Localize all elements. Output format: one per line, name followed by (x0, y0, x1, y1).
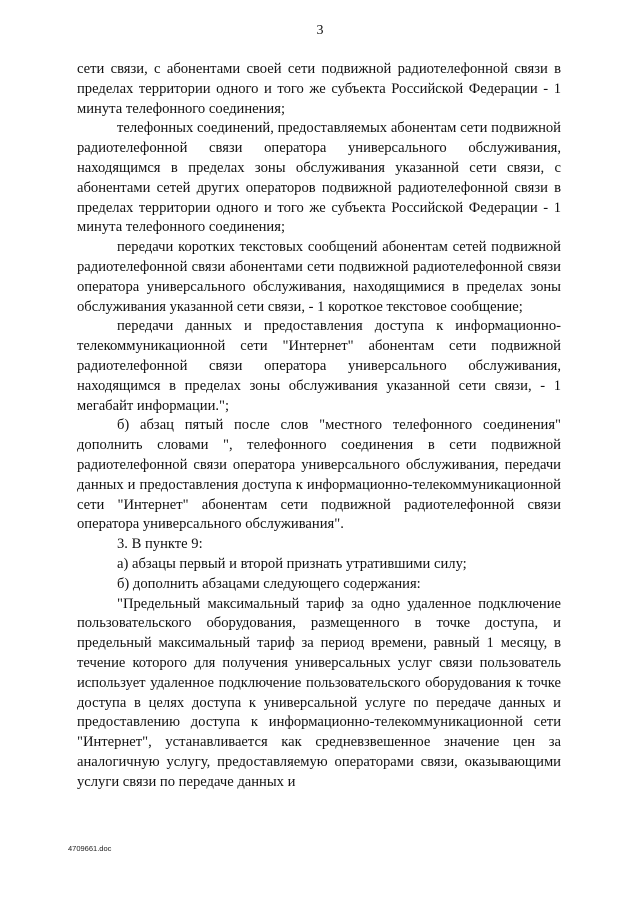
paragraph-mobile-calls-own-network: сети связи, с абонентами своей сети подвижной радиотелефонной связи в пределах территории одного и того же субъекта Российской Федерации - 1 минута телефонного соединения; (77, 61, 561, 117)
paragraph-calls-other-operators: телефонных соединений, предоставляемых абонентам сети подвижной радиотелефонной связи оператора универсального обслуживания, находящимся в пределах зоны обслуживания указанной сети связи, с абонентами сетей других операторов подвижной радиотелефонной связи в пределах территории одного и того же субъекта Российской Федерации - 1 минута телефонного соединения; (77, 120, 561, 236)
paragraph-point-9-heading: 3. В пункте 9: (117, 536, 203, 553)
document-body (77, 60, 561, 792)
page-number: 3 (316, 23, 324, 38)
paragraph-item-b-addition: б) дополнить абзацами следующего содержания: (117, 575, 421, 592)
paragraph-item-b-amendment: б) абзац пятый после слов "местного телефонного соединения" дополнить словами ", телефонного соединения в сети подвижной радиотелефонной связи оператора универсального обслуживания, передачи данных и предоставления доступа к информационно-телекоммуникационной сети "Интернет" абонентам сети подвижной радиотелефонной связи оператора универсального обслуживания". (77, 417, 561, 533)
footer-file-name: 4709661.doc (68, 844, 112, 853)
paragraph-short-text-messages: передачи коротких текстовых сообщений абонентам сетей подвижной радиотелефонной связи абонентами сети подвижной радиотелефонной связи оператора универсального обслуживания, находящимися в пределах зоны обслуживания указанной сети связи, - 1 короткое текстовое сообщение; (77, 239, 561, 315)
paragraph-data-transfer-internet: передачи данных и предоставления доступа к информационно-телекоммуникационной сети "Интернет" абонентам сети подвижной радиотелефонной связи оператора универсального обслуживания, находящимся в пределах зоны обслуживания указанной сети связи, - 1 мегабайт информации."; (77, 318, 561, 414)
paragraph-tariff-definition: "Предельный максимальный тариф за одно удаленное подключение пользовательского оборудования, размещенного в точке доступа, и предельный максимальный тариф за период времени, равный 1 месяцу, в течение которого для получения универсальных услуг связи пользователь использует удаленное подключение пользовательского оборудования к точке доступа в целях доступа к универсальной услуге по передаче данных и предоставлению доступа к информационно-телекоммуникационной сети "Интернет", устанавливается как средневзвешенное значение цен за аналогичную услугу, предоставляемую операторами связи, оказывающими услуги связи по передаче данных и (77, 595, 561, 790)
paragraph-item-a-repeal: а) абзацы первый и второй признать утратившими силу; (117, 555, 467, 572)
